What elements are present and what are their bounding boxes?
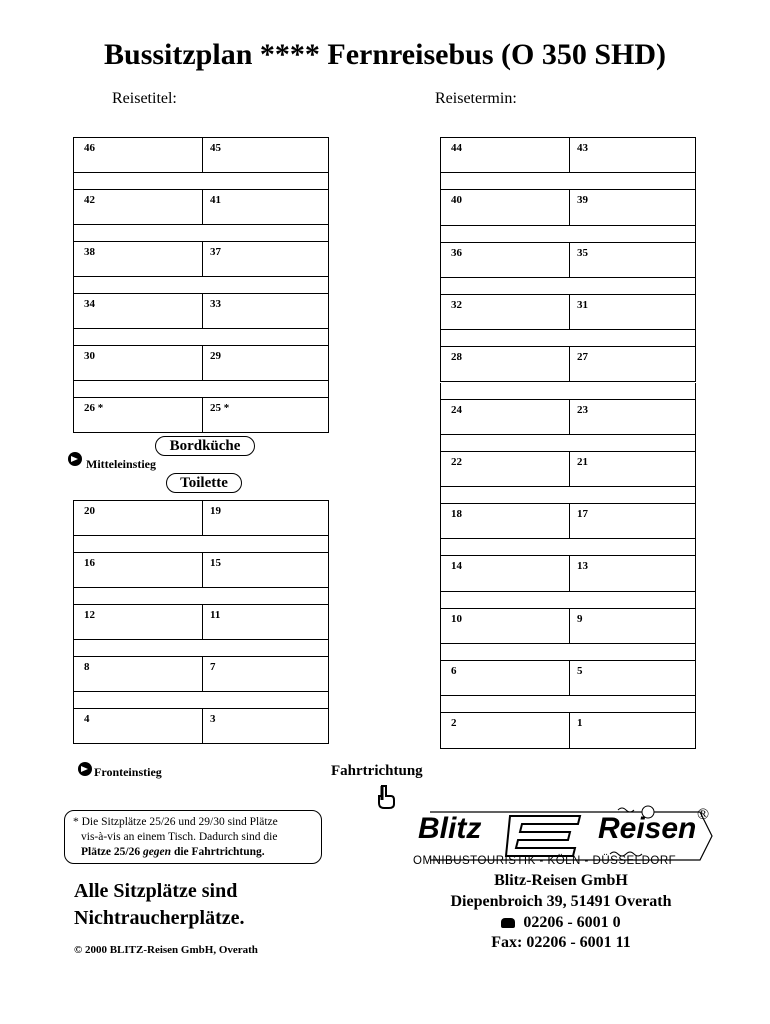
seat-number: 29 (210, 350, 221, 362)
seat-number: 24 (451, 403, 462, 416)
seat-row (73, 189, 329, 225)
row-gap (440, 487, 696, 503)
seat-row (440, 346, 696, 382)
seat-number: 11 (210, 609, 221, 621)
toilette-label: Toilette (166, 473, 242, 493)
seat-row (440, 242, 696, 278)
seat-number: 30 (84, 350, 95, 362)
page-title: Bussitzplan **** Fernreisebus (O 350 SHD) (104, 38, 666, 71)
note-line-3: Plätze 25/26 gegen die Fahrtrichtung. (81, 846, 265, 858)
row-gap (73, 692, 329, 708)
seat-number: 20 (84, 505, 95, 517)
row-gap (440, 383, 696, 399)
pointing-hand-icon (376, 784, 396, 810)
logo-blitz-text: Blitz (418, 812, 482, 845)
seat-number: 1 (577, 717, 583, 730)
seat-number: 3 (210, 713, 216, 725)
row-gap (440, 226, 696, 242)
seat-number: 38 (84, 246, 95, 258)
seat-number: 23 (577, 403, 588, 416)
seat-divider (569, 556, 570, 590)
row-gap (73, 588, 329, 604)
seat-row (440, 451, 696, 487)
seat-row (73, 604, 329, 640)
seat-number: 13 (577, 560, 588, 573)
row-gap (440, 539, 696, 555)
seat-row (73, 241, 329, 277)
seat-divider (202, 398, 203, 432)
seat-number: 35 (577, 246, 588, 259)
seat-divider (569, 243, 570, 277)
seat-number: 44 (451, 142, 462, 154)
seat-number: 9 (577, 612, 583, 625)
seat-divider (569, 138, 570, 172)
seat-divider (202, 346, 203, 380)
seat-divider (202, 501, 203, 535)
circle-arrow-icon (78, 762, 92, 776)
seat-number: 16 (84, 557, 95, 569)
seat-number: 31 (577, 298, 588, 311)
copyright: © 2000 BLITZ-Reisen GmbH, Overath (74, 944, 258, 956)
fronteinstieg-label: Fronteinstieg (94, 765, 162, 779)
seat-number: 28 (451, 351, 462, 364)
seat-row (73, 708, 329, 744)
seat-divider (202, 190, 203, 224)
seat-number: 18 (451, 508, 462, 521)
seat-number: 46 (84, 142, 95, 154)
seat-row (73, 656, 329, 692)
seat-divider (569, 504, 570, 538)
seat-number: 5 (577, 665, 583, 677)
seat-row (440, 503, 696, 539)
seat-row (440, 137, 696, 173)
mitteleinstieg-label: Mitteleinstieg (86, 457, 156, 471)
row-gap (73, 225, 329, 241)
seat-divider (202, 294, 203, 328)
company-tagline: OMNIBUSTOURISTIK - KÖLN - DÜSSELDORF (413, 855, 677, 867)
seat-divider (569, 609, 570, 643)
reisetermin-label: Reisetermin: (435, 90, 517, 107)
row-gap (440, 644, 696, 660)
seat-number: 17 (577, 508, 588, 521)
seat-number: 4 (84, 713, 90, 725)
seat-number: 42 (84, 194, 95, 206)
row-gap (440, 435, 696, 451)
seat-divider (569, 347, 570, 381)
seat-divider (202, 657, 203, 691)
row-gap (73, 277, 329, 293)
seat-row (440, 660, 696, 696)
seat-divider (202, 553, 203, 587)
row-gap (440, 330, 696, 346)
seat-divider (569, 400, 570, 434)
fahrtrichtung-label: Fahrtrichtung (331, 763, 423, 779)
row-gap (440, 592, 696, 608)
note-line-1: * Die Sitzplätze 25/26 und 29/30 sind Plätze (73, 816, 278, 828)
seat-number: 41 (210, 194, 221, 206)
seat-divider (202, 605, 203, 639)
company-address: Diepenbroich 39, 51491 Overath (450, 893, 672, 910)
telephone-icon (501, 918, 515, 928)
seat-row (73, 397, 329, 433)
row-gap (73, 329, 329, 345)
seat-divider (569, 295, 570, 329)
seat-number: 39 (577, 194, 588, 207)
row-gap (440, 173, 696, 189)
seat-number: 6 (451, 665, 457, 677)
bordkueche-label: Bordküche (155, 436, 255, 456)
seat-number: 45 (210, 142, 221, 154)
seat-divider (569, 452, 570, 486)
seat-note-box (64, 810, 322, 864)
registered-mark: ® (697, 806, 710, 823)
seat-number: 2 (451, 717, 457, 730)
row-gap (73, 173, 329, 189)
seat-divider (202, 138, 203, 172)
seat-row (73, 345, 329, 381)
seat-number: 27 (577, 351, 588, 364)
seat-number: 33 (210, 298, 221, 310)
seat-row (440, 399, 696, 435)
seat-number: 10 (451, 612, 462, 625)
seat-row (73, 137, 329, 173)
seat-number: 7 (210, 661, 216, 673)
seat-row (440, 189, 696, 225)
company-name: Blitz-Reisen GmbH (494, 872, 628, 889)
note-line-2: vis-à-vis an einem Tisch. Dadurch sind die (81, 831, 278, 843)
row-gap (440, 278, 696, 294)
seat-row (440, 555, 696, 591)
row-gap (73, 381, 329, 397)
seat-number: 43 (577, 142, 588, 154)
row-gap (73, 640, 329, 656)
seat-number: 36 (451, 246, 462, 259)
seat-row (440, 712, 696, 748)
reisetitel-label: Reisetitel: (112, 90, 177, 107)
seat-number: 37 (210, 246, 221, 258)
seat-number: 15 (210, 557, 221, 569)
seat-number: 34 (84, 298, 95, 310)
seat-number: 8 (84, 661, 90, 673)
seat-row (440, 294, 696, 330)
row-gap (73, 536, 329, 552)
seat-number: 19 (210, 505, 221, 517)
seat-divider (202, 242, 203, 276)
seat-number: 32 (451, 298, 462, 311)
seat-divider (569, 190, 570, 224)
circle-arrow-icon (68, 452, 82, 466)
seat-number: 25 * (210, 402, 230, 414)
seat-row (73, 552, 329, 588)
seat-divider (569, 661, 570, 695)
company-phone: 02206 - 6001 0 (432, 914, 690, 932)
seat-number: 40 (451, 194, 462, 207)
seat-number: 26 * (84, 402, 104, 414)
seat-divider (202, 709, 203, 743)
seat-number: 12 (84, 609, 95, 621)
company-fax: Fax: 02206 - 6001 11 (491, 934, 631, 951)
seat-divider (569, 713, 570, 747)
logo-reisen-text: Reisen (598, 812, 697, 845)
seat-number: 14 (451, 560, 462, 573)
nonsmoking-line-1: Alle Sitzplätze sind (74, 880, 238, 902)
row-gap (440, 696, 696, 712)
seat-row (73, 293, 329, 329)
seat-row (440, 608, 696, 644)
nonsmoking-line-2: Nichtraucherplätze. (74, 907, 245, 929)
seat-row (73, 500, 329, 536)
seat-number: 22 (451, 455, 462, 468)
seat-number: 21 (577, 455, 588, 468)
